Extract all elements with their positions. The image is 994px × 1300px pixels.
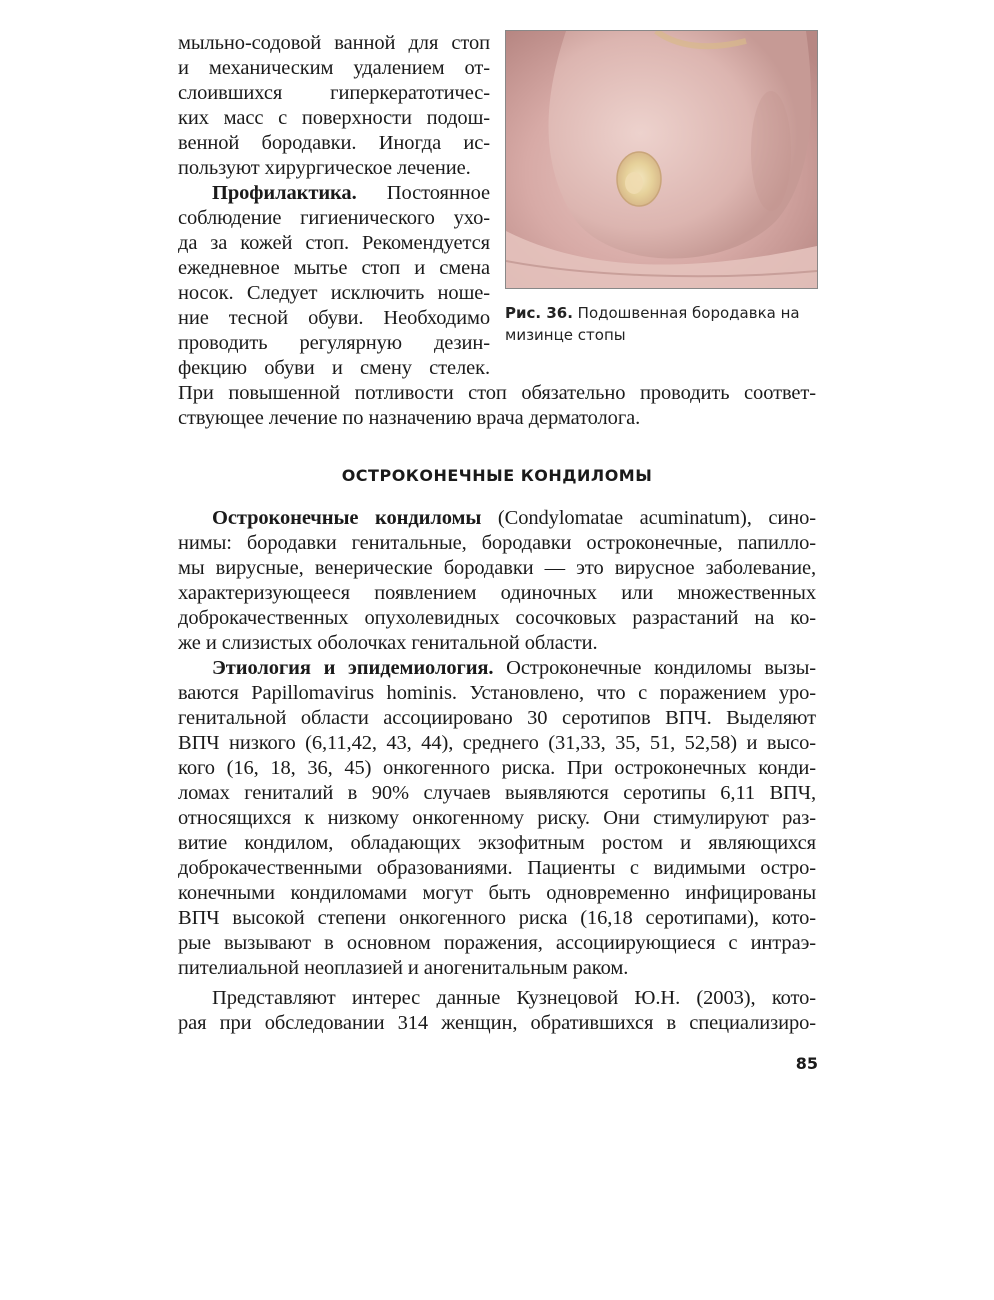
text-line: рая при обследовании 314 женщин, обратившихся в специализиро- bbox=[178, 1012, 816, 1034]
text-run: Остроконечные кондиломы вызы- bbox=[493, 657, 816, 679]
para2-term: Этиология и эпидемиология. bbox=[212, 657, 494, 679]
text-line: ежедневное мытье стоп и смена bbox=[178, 257, 490, 279]
text-line: доброкачественных опухолевидных сосочковых разрастаний на ко- bbox=[178, 607, 816, 629]
caption-text: Подошвенная бородавка на bbox=[572, 304, 800, 322]
para1-term: Остроконечные кондиломы bbox=[212, 507, 482, 529]
text-line: относящихся к низкому онкогенному риску. Они стимулируют раз- bbox=[178, 807, 816, 829]
para1-first-line bbox=[212, 506, 816, 531]
text-line: соблюдение гигиенического ухо- bbox=[178, 207, 490, 229]
figure-caption bbox=[505, 302, 825, 346]
figure-label: Рис. 36. bbox=[505, 304, 573, 322]
text-line: конечными кондиломами могут быть одновременно инфицированы bbox=[178, 882, 816, 904]
text-line: фекцию обуви и смену стелек. bbox=[178, 357, 490, 379]
text-line: мы вирусные, венерические бородавки — это вирусное заболевание, bbox=[178, 557, 816, 579]
page-number: 85 bbox=[795, 1054, 818, 1073]
text-line: да за кожей стоп. Рекомендуется bbox=[178, 232, 490, 254]
text-line: ваются Papillomavirus hominis. Установлено, что с поражением уро- bbox=[178, 682, 816, 704]
text-line: кого (16, 18, 36, 45) онкогенного риска. При остроконечных конди- bbox=[178, 757, 816, 779]
para2-first-line bbox=[212, 656, 816, 681]
prophylaxis-first-line bbox=[212, 181, 490, 206]
text-line: При повышенной потливости стоп обязательно проводить соответ- bbox=[178, 382, 816, 404]
prophylaxis-term: Профилактика. bbox=[212, 182, 357, 204]
wart-photo bbox=[505, 30, 818, 289]
text-line: пользуют хирургическое лечение. bbox=[178, 157, 471, 179]
text-line: Представляют интерес данные Кузнецовой Ю.Н. (2003), кото- bbox=[212, 987, 816, 1009]
text-line: ВПЧ высокой степени онкогенного риска (16,18 серотипами), кото- bbox=[178, 907, 816, 929]
caption-line: мизинце стопы bbox=[505, 326, 626, 344]
text-line: слоившихся гиперкератотичес- bbox=[178, 82, 490, 104]
text-line: проводить регулярную дезин- bbox=[178, 332, 490, 354]
text-line: пителиальной неоплазией и аногенитальным раком. bbox=[178, 957, 629, 979]
text-line: характеризующееся появлением одиночных или множественных bbox=[178, 582, 816, 604]
section-heading: ОСТРОКОНЕЧНЫЕ КОНДИЛОМЫ bbox=[341, 466, 653, 485]
text-line: ВПЧ низкого (6,11,42, 43, 44), среднего (31,33, 35, 51, 52,58) и высо- bbox=[178, 732, 816, 754]
text-line: же и слизистых оболочках генитальной области. bbox=[178, 632, 598, 654]
text-line: ствующее лечение по назначению врача дерматолога. bbox=[178, 407, 641, 429]
text-line: мыльно-содовой ванной для стоп bbox=[178, 32, 490, 54]
text-line: нимы: бородавки генитальные, бородавки остроконечные, папилло- bbox=[178, 532, 816, 554]
text-line: носок. Следует исключить ноше- bbox=[178, 282, 490, 304]
text-line: витие кондилом, обладающих экзофитным ростом и являющихся bbox=[178, 832, 816, 854]
text-line: ние тесной обуви. Необходимо bbox=[178, 307, 490, 329]
text-line: генитальной области ассоциировано 30 серотипов ВПЧ. Выделяют bbox=[178, 707, 816, 729]
text-line: ких масс с поверхности подош- bbox=[178, 107, 490, 129]
text-line: ломах гениталий в 90% случаев выявляются серотипы 6,11 ВПЧ, bbox=[178, 782, 816, 804]
text-line: и механическим удалением от- bbox=[178, 57, 490, 79]
text-line: рые вызывают в основном поражения, ассоциирующиеся с интраэ- bbox=[178, 932, 816, 954]
text-line: доброкачественными образованиями. Пациенты с видимыми остро- bbox=[178, 857, 816, 879]
text-run: (Condylomatae acuminatum), сино- bbox=[481, 507, 817, 529]
caption-line bbox=[505, 302, 825, 324]
text-run: Постоянное bbox=[356, 182, 490, 204]
text-line: венной бородавки. Иногда ис- bbox=[178, 132, 490, 154]
